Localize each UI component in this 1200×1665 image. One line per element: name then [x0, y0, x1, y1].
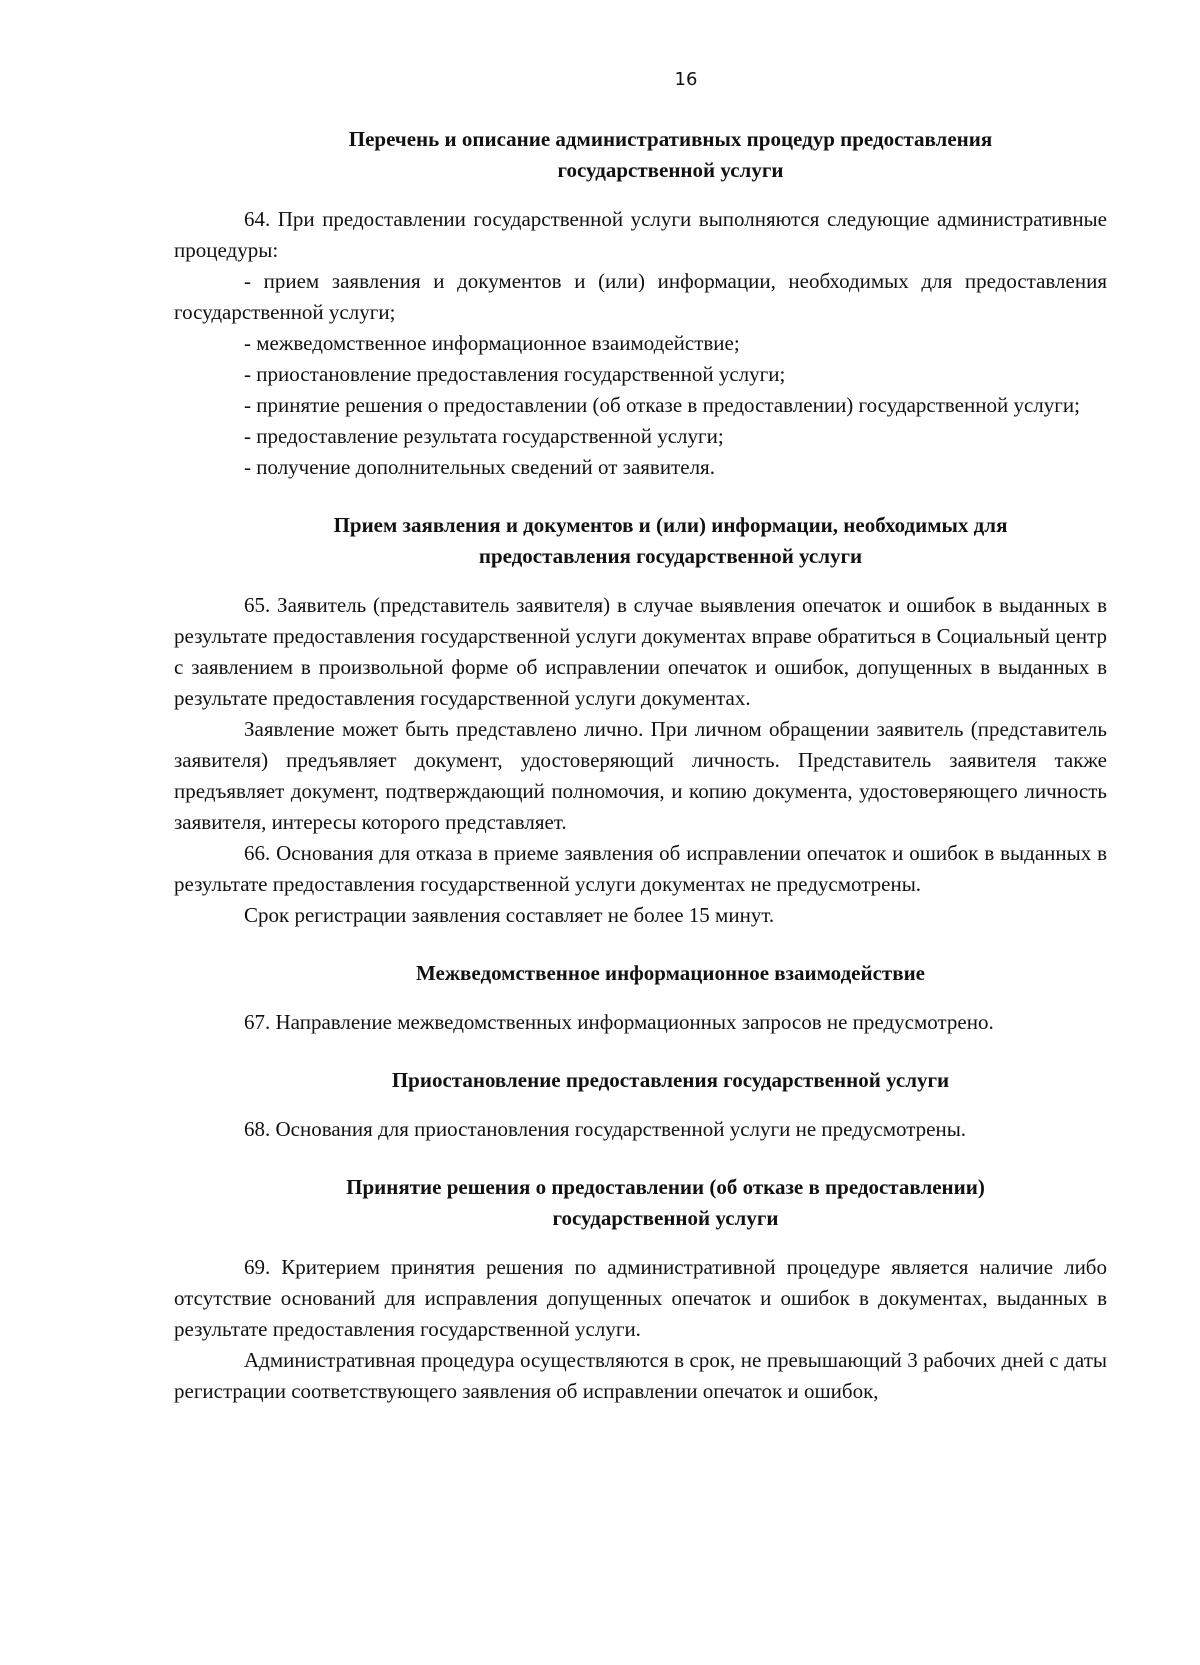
list-item: - принятие решения о предоставлении (об отказе в предоставлении) государственной услуги;: [244, 393, 1080, 417]
list-item: - приостановление предоставления государственной услуги;: [244, 362, 786, 386]
list-item: - получение дополнительных сведений от заявителя.: [244, 455, 715, 479]
list-item: - межведомственное информационное взаимодействие;: [244, 331, 740, 355]
paragraph: 69. Критерием принятия решения по административной процедуре является наличие либо отсутствие оснований для исправления допущенных опечаток и ошибок в документах, выданных в результате предоставления государственной услуги.: [174, 1255, 1107, 1341]
paragraph: 65. Заявитель (представитель заявителя) в случае выявления опечаток и ошибок в выданных в результате предоставления государственной услуги документах вправе обратиться в Социальный центр с заявлением в произвольной форме об исправлении опечаток и ошибок, допущенных в выданных в результате предоставления государственной услуги документах.: [174, 593, 1107, 710]
paragraph: Срок регистрации заявления составляет не более 15 минут.: [244, 903, 775, 927]
section-decision: [174, 1172, 1107, 1407]
document-page: [174, 70, 1107, 1407]
paragraph: 64. При предоставлении государственной услуги выполняются следующие административные процедуры:: [174, 207, 1107, 262]
paragraph: Заявление может быть представлено лично. При личном обращении заявитель (представитель заявителя) предъявляет документ, удостоверяющий личность. Представитель заявителя также предъявляет документ, подтверждающий полномочия, и копию документа, удостоверяющего личность заявителя, интересы которого представляет.: [174, 717, 1107, 834]
section-heading: Перечень и описание административных процедур предоставления государственной услуги: [348, 127, 993, 182]
page-number: 16: [674, 69, 698, 90]
section-procedures-list: [174, 124, 1107, 483]
section-heading: Межведомственное информационное взаимодействие: [415, 961, 926, 985]
section-application-intake: [174, 510, 1107, 931]
section-heading: Прием заявления и документов и (или) информации, необходимых для предоставления государственной услуги: [333, 513, 1008, 568]
list-item: - прием заявления и документов и (или) информации, необходимых для предоставления государственной услуги;: [174, 269, 1107, 324]
paragraph: 67. Направление межведомственных информационных запросов не предусмотрено.: [244, 1010, 994, 1034]
section-interagency-interaction: [174, 958, 1107, 1038]
paragraph: 66. Основания для отказа в приеме заявления об исправлении опечаток и ошибок в выданных в результате предоставления государственной услуги документах не предусмотрены.: [174, 841, 1107, 896]
section-heading: Принятие решения о предоставлении (об отказе в предоставлении) государственной услуги: [346, 1175, 985, 1230]
list-item: - предоставление результата государственной услуги;: [244, 424, 724, 448]
section-suspension: [174, 1065, 1107, 1145]
paragraph: 68. Основания для приостановления государственной услуги не предусмотрены.: [244, 1117, 967, 1141]
section-heading: Приостановление предоставления государственной услуги: [391, 1068, 950, 1092]
paragraph: Административная процедура осуществляются в срок, не превышающий 3 рабочих дней с даты регистрации соответствующего заявления об исправлении опечаток и ошибок,: [174, 1348, 1107, 1403]
